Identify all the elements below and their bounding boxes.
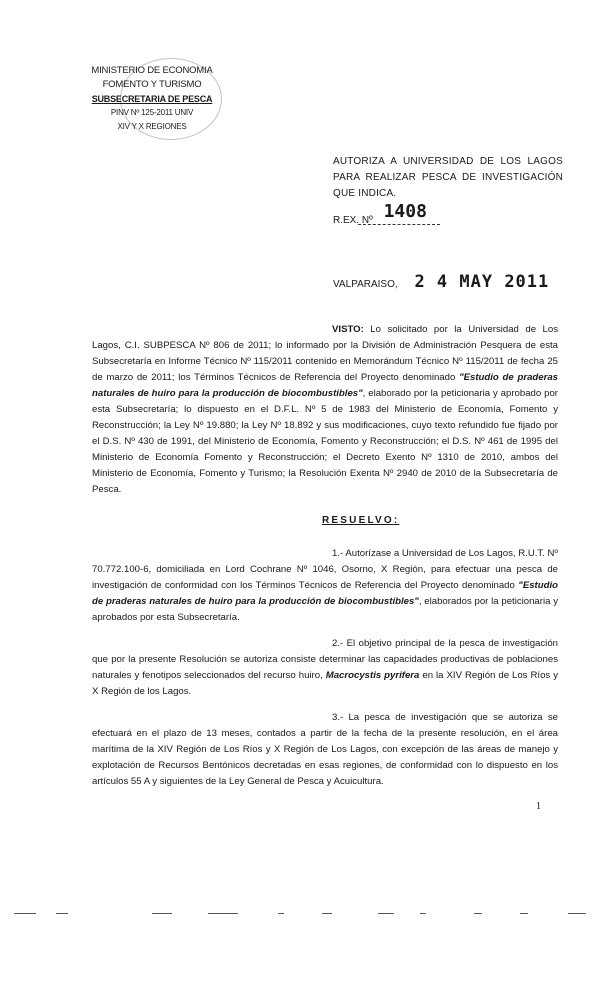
dateline bbox=[333, 272, 549, 292]
article-1-text-2: , elaborados por la peticionaria y aprobados por esta Subsecretaría. bbox=[92, 596, 558, 623]
letterhead-ministry: MINISTERIO DE ECONOMIA bbox=[91, 65, 213, 76]
letterhead bbox=[82, 64, 222, 134]
article-2-species: Macrocystis pyrifera bbox=[325, 670, 420, 681]
scan-artifact-line bbox=[322, 913, 332, 914]
scan-artifact-line bbox=[56, 913, 68, 914]
article-2 bbox=[92, 636, 558, 700]
article-2-text-1: 2.- El objetivo principal de la pesca de investigación que por la presente Resolución se autoriza consiste determinar las capacidades productivas de poblaciones naturales y fenotipos seleccionados del recurso huiro, bbox=[92, 638, 558, 681]
letterhead-regions: XIV Y X REGIONES bbox=[117, 122, 187, 131]
visto-text-1: Lo solicitado por la Universidad de Los Lagos, C.I. SUBPESCA Nº 806 de 2011; lo informado por la División de Administración Pesquera de esta Subsecretaría en Informe Técnico Nº 115/2011 contenido en Memorándum Técnico Nº 115/2011 de fecha 25 de marzo de 2011; los Términos Técnicos de Referencia del Proyecto denominado bbox=[92, 324, 558, 383]
visto-project-title: "Estudio de praderas naturales de huiro para la producción de biocombustibles" bbox=[92, 372, 559, 399]
article-1-project-title: "Estudio de praderas naturales de huiro para la producción de biocombustibles" bbox=[92, 580, 558, 607]
scan-artifact-line bbox=[420, 913, 426, 914]
scan-artifact-line bbox=[208, 913, 238, 914]
dateline-date-stamp: 2 4 MAY 2011 bbox=[414, 272, 550, 292]
visto-lead: VISTO: bbox=[332, 324, 364, 335]
dateline-place: VALPARAISO, bbox=[333, 279, 398, 290]
resolution-underline bbox=[358, 224, 440, 225]
resolution-label: R.EX. Nº bbox=[333, 215, 373, 226]
scan-artifact-line bbox=[568, 913, 586, 914]
scan-artifact-line bbox=[520, 913, 528, 914]
visto-paragraph bbox=[92, 322, 558, 498]
article-3: 3.- La pesca de investigación que se autoriza se efectuará en el plazo de 13 meses, contados a partir de la fecha de la presente resolución, en el área marítima de la XIV Región de Los Ríos y X Región de Los Lagos, con excepción de las áreas de manejo y explotación de Recursos Bentónicos decretadas en esas regiones, de conformidad con lo dispuesto en los artículos 55 A y siguientes de la Ley General de Pesca y Acuicultura. bbox=[92, 712, 558, 787]
letterhead-reference: PINV Nº 125-2011 UNIV bbox=[110, 108, 194, 117]
document-subject: AUTORIZA A UNIVERSIDAD DE LOS LAGOS PARA REALIZAR PESCA DE INVESTIGACIÓN QUE INDICA. bbox=[333, 156, 563, 199]
letterhead-ministry-sub: FOMENTO Y TURISMO bbox=[102, 79, 202, 90]
visto-text-2: , elaborado por la peticionaria y aprobado por esta Subsecretaría; lo dispuesto en el D.F.L. Nº 5 de 1983 del Ministerio de Economía, Fomento y Reconstrucción; la Ley Nº 19.880; la Ley Nº 18.892 y sus modificaciones, cuyo texto refundido fue fijado por el D.S. Nº 430 de 1991, del Ministerio de Economía, Fomento y Reconstrucción; el D.S. Nº 461 de 1995 del Ministerio de Economía Fomento y Reconstrucción; el Decreto Exento Nº 1310 de 2010, ambos del Ministerio de Economía, Fomento y Turismo; la Resolución Exenta Nº 2940 de 2010 de la Subsecretaría de Pesca. bbox=[92, 388, 558, 495]
article-1 bbox=[92, 546, 558, 626]
letterhead-subsecretaria: SUBSECRETARIA DE PESCA bbox=[91, 94, 213, 104]
page-number: 1 bbox=[536, 801, 541, 812]
resolution-number bbox=[333, 201, 440, 228]
scan-artifact-line bbox=[474, 913, 482, 914]
article-1-text-1: 1.- Autorízase a Universidad de Los Lagos, R.U.T. Nº 70.772.100-6, domiciliada en Lord Cochrane Nº 1046, Osorno, X Región, para efectuar una pesca de investigación de conformidad con los Términos Técnicos de Referencia del Proyecto denominado bbox=[92, 548, 558, 591]
scan-artifact-line bbox=[378, 913, 394, 914]
scan-artifact-line bbox=[14, 913, 36, 914]
resuelvo-heading: RESUELVO: bbox=[322, 515, 400, 526]
scan-artifact-line bbox=[278, 913, 284, 914]
scan-artifact-line bbox=[152, 913, 172, 914]
article-2-text-2: en la XIV Región de Los Ríos y X Región de los Lagos. bbox=[92, 670, 558, 697]
resolution-number-value: 1408 bbox=[383, 201, 427, 222]
